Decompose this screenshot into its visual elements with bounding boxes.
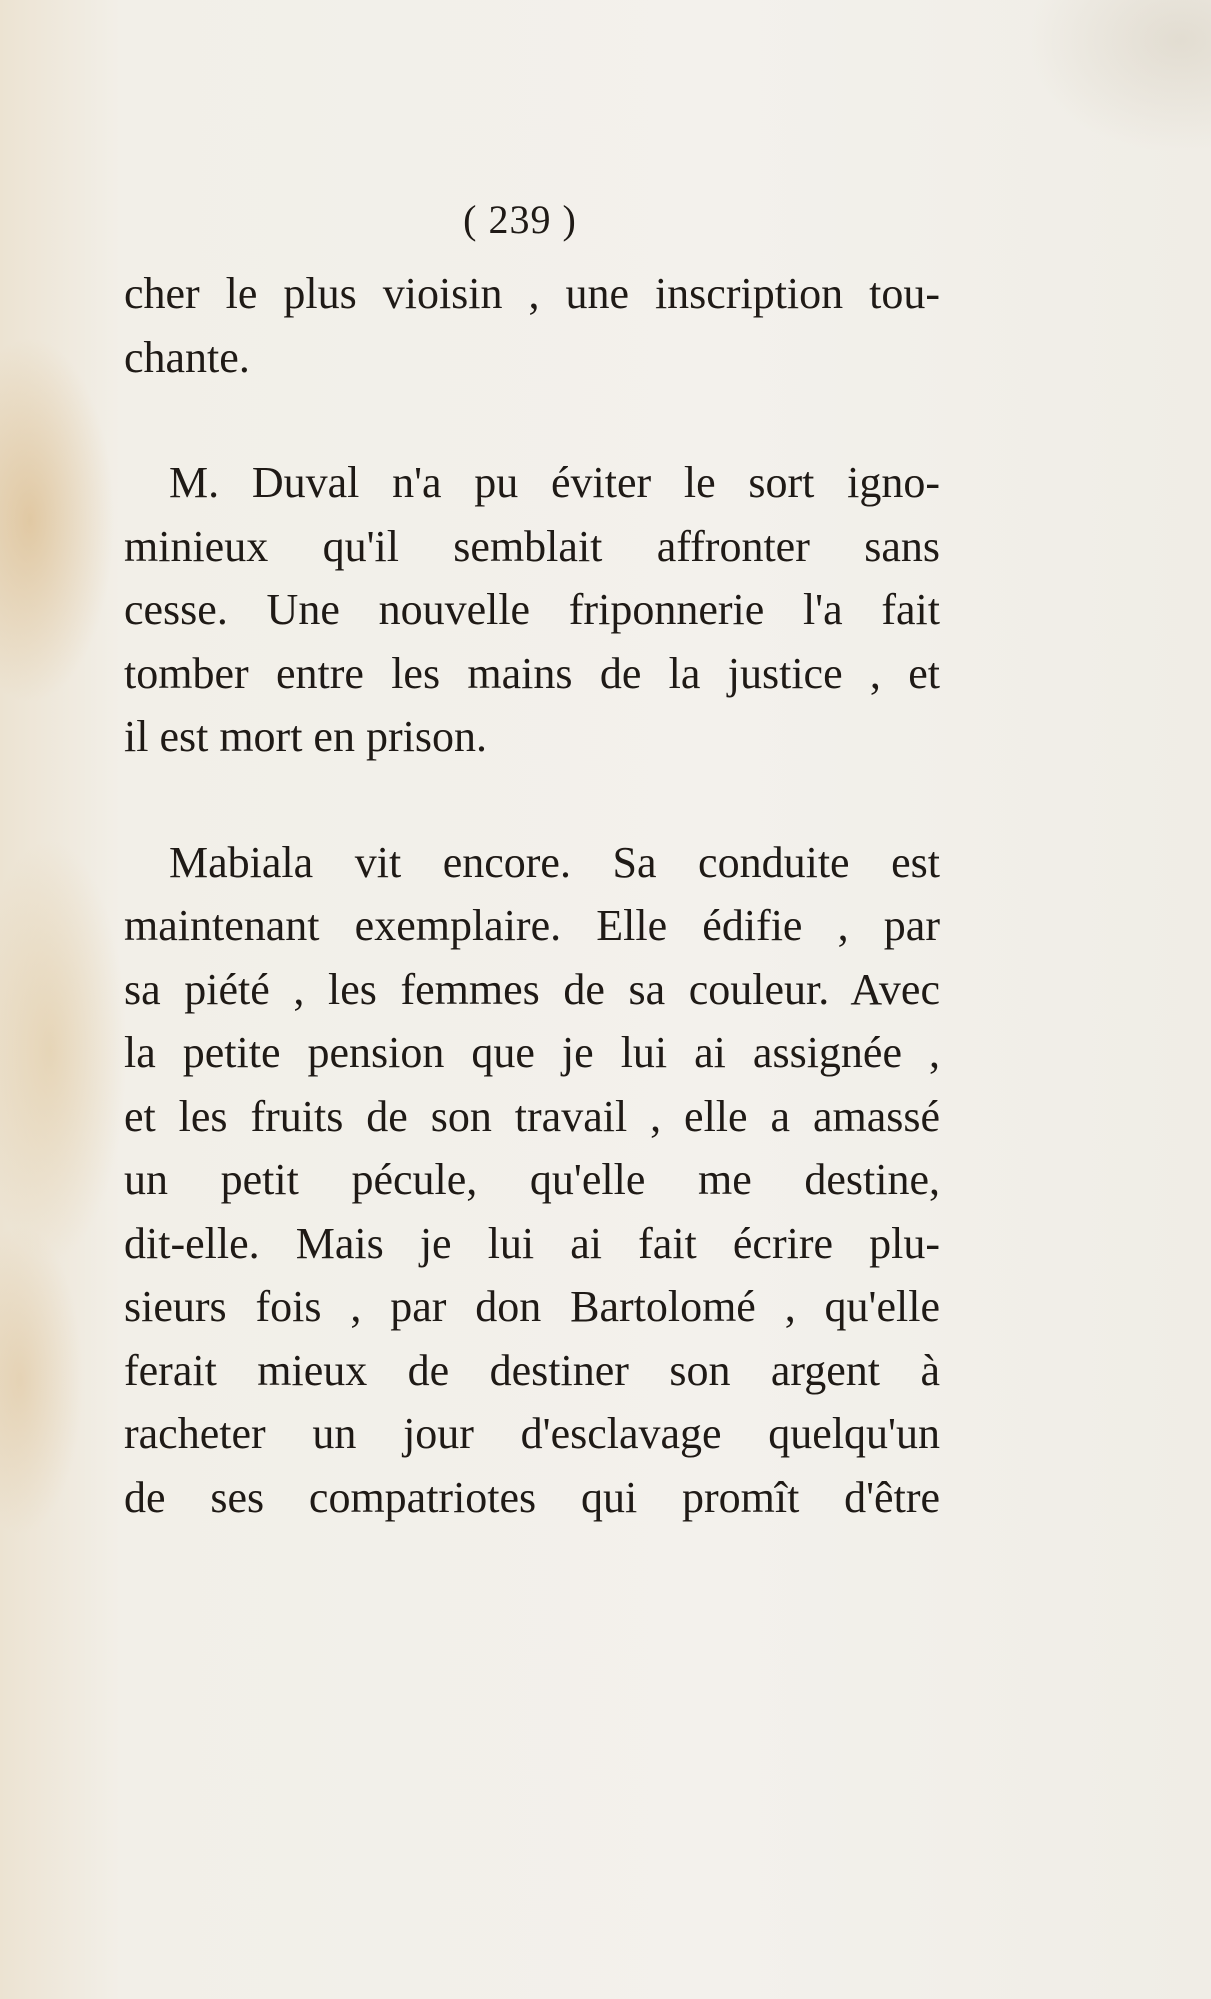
- text-line: ferait mieux de destiner son argent à: [124, 1345, 940, 1395]
- text-line: cesse. Une nouvelle friponnerie l'a fait: [124, 585, 940, 634]
- paragraph-gap: [124, 769, 940, 831]
- text-line: sieurs fois , par don Bartolomé , qu'elle: [124, 1282, 940, 1331]
- text-line: la petite pension que je lui ai assignée ,: [124, 1028, 940, 1077]
- text-line: maintenant exemplaire. Elle édifie , par: [124, 901, 940, 950]
- text-line: cher le plus vioisin , une inscription tou-: [124, 269, 940, 318]
- text-line: de ses compatriotes qui promît d'être: [124, 1472, 940, 1522]
- text-line: racheter un jour d'esclavage quelqu'un: [124, 1409, 940, 1458]
- text-line: dit-elle. Mais je lui ai fait écrire plu-: [124, 1218, 940, 1268]
- text-line: sa piété , les femmes de sa couleur. Avec: [124, 964, 940, 1014]
- text-line: Mabiala vit encore. Sa conduite est: [169, 837, 940, 887]
- text-line: il est mort en prison.: [124, 712, 487, 761]
- page-number: ( 239 ): [463, 197, 577, 242]
- body-text: [124, 262, 940, 1529]
- text-line: chante.: [124, 332, 250, 382]
- paragraph-gap: [124, 389, 940, 451]
- text-line: minieux qu'il semblait affronter sans: [124, 521, 940, 571]
- text-line: M. Duval n'a pu éviter le sort igno-: [169, 458, 940, 507]
- text-line: un petit pécule, qu'elle me destine,: [124, 1155, 940, 1204]
- text-line: tomber entre les mains de la justice , et: [124, 648, 940, 698]
- text-line: et les fruits de son travail , elle a amassé: [124, 1091, 940, 1141]
